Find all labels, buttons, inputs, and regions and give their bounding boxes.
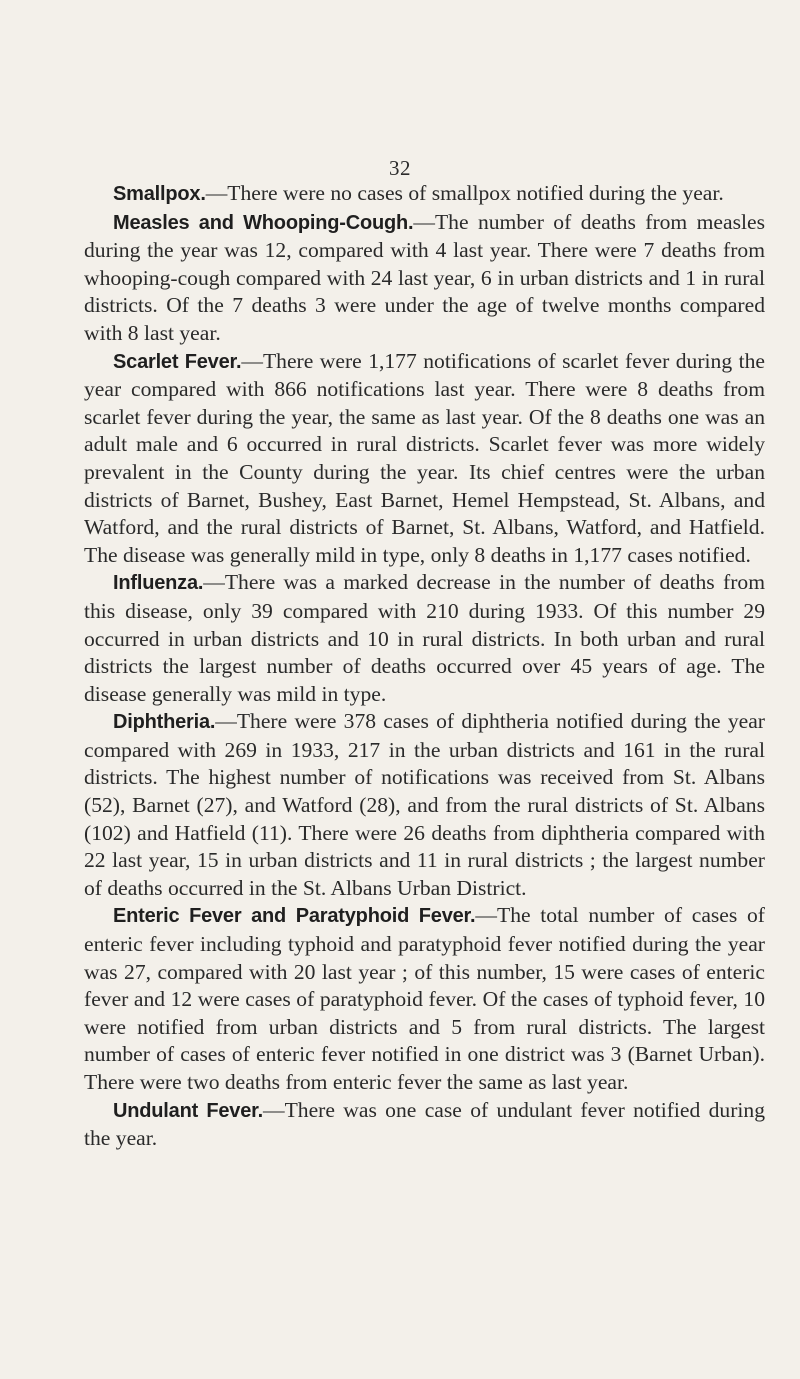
section-enteric-paratyphoid-fever [84,902,765,1096]
section-measles-whooping-cough [84,209,765,348]
section-text: —There was a marked decrease in the number of deaths from this disease, only 39 compared with 210 during 1933. Of this number 29 occurred in urban districts and 10 in rural districts. In both urban and rural districts the largest number of deaths occurred over 45 years of age. The disease generally was mild in type. [84,570,765,706]
page-number: 32 [389,156,411,180]
section-smallpox [84,180,765,209]
section-heading: Undulant Fever. [113,1099,263,1122]
section-diphtheria [84,708,765,902]
section-heading: Smallpox. [113,183,206,205]
report-body [84,180,765,1153]
section-text: —There were 1,177 notifications of scarlet fever during the year compared with 866 notifications last year. There were 8 deaths from scarlet fever during the year, the same as last year. Of the 8 deaths one was an adult male and 6 occurred in rural districts. Scarlet fever was more widely prevalent in the County during the year. Its chief centres were the urban districts of Barnet, Bushey, East Barnet, Hemel Hempstead, St. Albans, and Watford, and the rural districts of Barnet, St. Albans, Watford, and Hatfield. The disease was generally mild in type, only 8 deaths in 1,177 cases notified. [84,348,765,567]
section-text: —There was one case of undulant fever notified during the year. [84,1097,766,1151]
section-heading: Scarlet Fever. [113,350,242,373]
section-heading: Influenza. [113,572,204,595]
section-heading: Measles and Whooping-Cough. [113,211,414,234]
section-scarlet-fever [84,348,765,570]
section-text: —There were 378 cases of diphtheria notified during the year compared with 269 in 1933, 217 in the urban districts and 161 in the rural districts. The highest number of notifications was received from St. Albans (52), Barnet (27), and Watford (28), and from the rural districts of St. Albans (102) and Hatfield (11). There were 26 deaths from diphtheria compared with 22 last year, 15 in urban districts and 11 in rural districts ; the largest number of deaths occurred in the St. Albans Urban District. [84,709,765,900]
section-influenza [84,569,765,708]
section-text: —The total number of cases of enteric fever including typhoid and paratyphoid fever notified during the year was 27, compared with 20 last year ; of this number, 15 were cases of enteric fever and 12 were cases of paratyphoid fever. Of the cases of typhoid fever, 10 were notified from urban districts and 5 from rural districts. The largest number of cases of enteric fever notified in one district was 3 (Barnet Urban). There were two deaths from enteric fever the same as last year. [84,903,765,1094]
section-text: —There were no cases of smallpox notified during the year. [205,181,724,205]
section-heading: Enteric Fever and Paratyphoid Fever. [113,905,476,928]
section-undulant-fever [84,1097,765,1153]
section-text: —The number of deaths from measles during the year was 12, compared with 4 last year. There were 7 deaths from whooping-cough compared with 24 last year, 6 in urban districts and 1 in rural districts. Of the 7 deaths 3 were under the age of twelve months compared with 8 last year. [84,209,765,345]
section-heading: Diphtheria. [113,711,216,734]
